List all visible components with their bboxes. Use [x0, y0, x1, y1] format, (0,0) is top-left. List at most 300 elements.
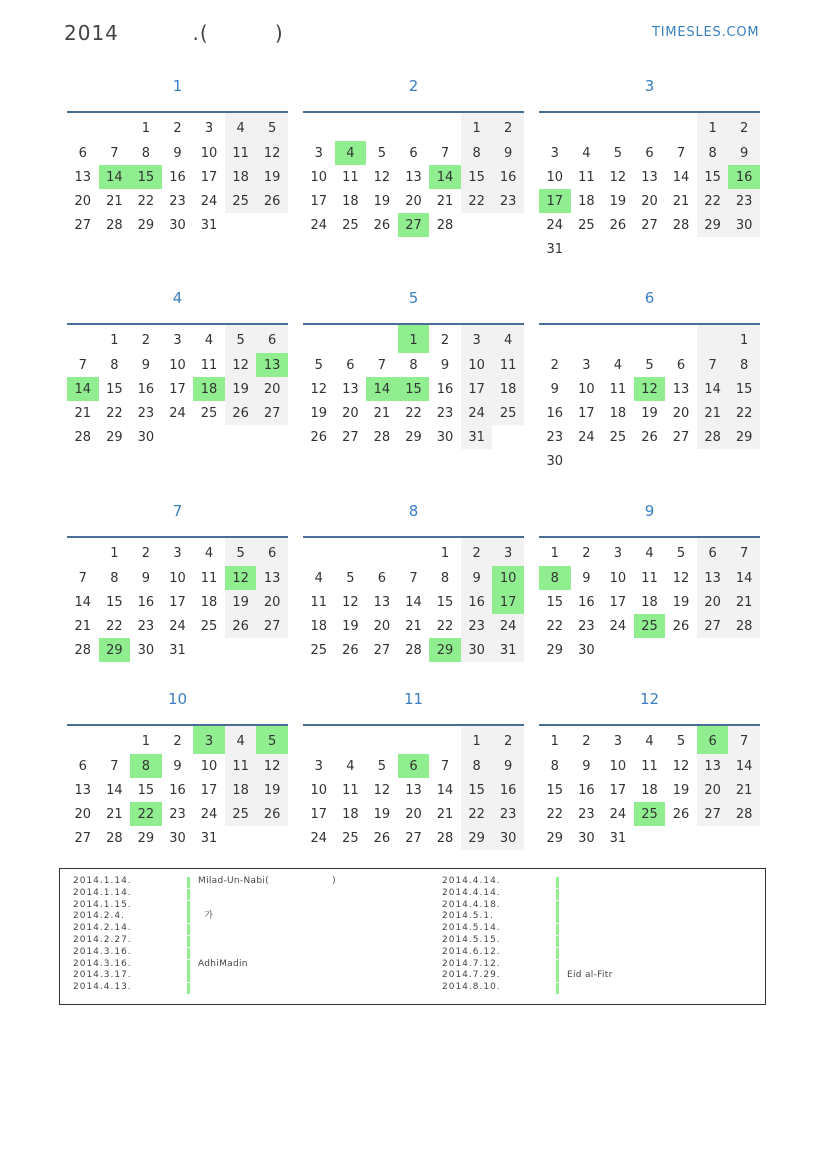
day-cell: 14 [728, 754, 760, 778]
holiday-date: 2014.1.14. [73, 887, 132, 898]
day-cell: 13 [405, 782, 422, 798]
day-cell: 29 [137, 830, 155, 846]
day-cell: 1 [550, 733, 559, 749]
day-cell: 10 [200, 758, 218, 774]
day-cell: 17 [200, 782, 218, 798]
day-cell: 18 [193, 377, 225, 401]
day-cell: 14 [106, 782, 123, 798]
day-cell: 9 [440, 357, 450, 373]
day-cell: 9 [173, 758, 182, 774]
empty-cell [697, 324, 729, 353]
day-cell: 3 [204, 120, 214, 136]
day-cell: 10 [310, 782, 328, 798]
day-cell: 11 [609, 381, 627, 397]
day-cell: 22 [461, 189, 493, 213]
day-cell: 25 [634, 614, 666, 638]
day-cell: 13 [256, 353, 288, 377]
week-row [67, 638, 288, 662]
holiday-marker [556, 948, 559, 959]
empty-cell [571, 324, 603, 353]
day-cell: 20 [74, 193, 92, 209]
day-cell: 20 [342, 405, 359, 421]
day-cell: 10 [169, 357, 186, 373]
day-cell: 20 [405, 193, 422, 209]
day-cell: 7 [78, 570, 87, 586]
week-row [67, 725, 288, 754]
day-cell: 17 [578, 405, 595, 421]
day-cell: 30 [728, 213, 760, 237]
empty-cell [398, 537, 430, 566]
day-cell: 27 [342, 429, 359, 445]
month-calendar [539, 285, 760, 473]
day-cell: 30 [578, 642, 595, 658]
day-cell: 28 [106, 830, 123, 846]
day-cell: 4 [225, 725, 257, 754]
day-cell: 10 [200, 145, 218, 161]
holiday-date: 2014.4.14. [442, 887, 501, 898]
day-cell: 16 [546, 405, 564, 421]
month-days-table [67, 536, 288, 662]
empty-cell [67, 112, 99, 141]
empty-cell [335, 112, 367, 141]
day-cell: 10 [609, 570, 627, 586]
day-cell: 8 [461, 141, 493, 165]
day-cell: 17 [609, 782, 627, 798]
day-cell: 25 [310, 642, 328, 658]
day-cell: 2 [550, 357, 559, 373]
empty-cell [366, 112, 398, 141]
empty-cell [634, 112, 666, 141]
day-cell: 8 [130, 754, 162, 778]
day-cell: 14 [697, 377, 729, 401]
day-cell: 24 [609, 806, 627, 822]
day-cell: 11 [310, 594, 328, 610]
week-row [67, 826, 288, 850]
day-cell: 22 [106, 405, 123, 421]
month-title: 12 [639, 690, 660, 708]
day-cell: 30 [137, 642, 155, 658]
month-days-table [67, 111, 288, 237]
week-row [67, 754, 288, 778]
day-cell: 6 [78, 145, 87, 161]
day-cell: 10 [578, 381, 595, 397]
day-cell: 17 [310, 806, 328, 822]
day-cell: 12 [256, 754, 288, 778]
holiday-date: 2014.3.17. [73, 970, 132, 981]
week-row [303, 213, 524, 237]
week-row [67, 590, 288, 614]
day-cell: 27 [373, 642, 391, 658]
week-row [67, 165, 288, 189]
week-row [67, 614, 288, 638]
month-calendar [67, 285, 288, 449]
holiday-date: 2014.2.27. [73, 934, 132, 945]
day-cell: 19 [373, 806, 391, 822]
day-cell: 10 [310, 169, 328, 185]
week-row [303, 112, 524, 141]
day-cell: 18 [225, 165, 257, 189]
day-cell: 20 [256, 377, 288, 401]
week-row [539, 590, 760, 614]
week-row [539, 449, 760, 473]
day-cell: 31 [461, 425, 493, 449]
week-row [67, 425, 288, 449]
day-cell: 4 [582, 145, 591, 161]
empty-cell [225, 425, 257, 449]
day-cell: 26 [225, 401, 257, 425]
week-row [539, 353, 760, 377]
holiday-marker [187, 983, 190, 994]
week-row [539, 826, 760, 850]
day-cell: 24 [546, 217, 564, 233]
week-row [539, 112, 760, 141]
day-cell: 24 [169, 405, 186, 421]
day-cell: 18 [492, 377, 524, 401]
day-cell: 10 [546, 169, 564, 185]
holiday-marker [556, 971, 559, 982]
holiday-marker [187, 936, 190, 947]
day-cell: 22 [728, 401, 760, 425]
day-cell: 23 [492, 189, 524, 213]
week-row [303, 566, 524, 590]
empty-cell [665, 237, 697, 261]
day-cell: 5 [314, 357, 323, 373]
day-cell: 26 [373, 830, 391, 846]
day-cell: 17 [539, 189, 571, 213]
day-cell: 9 [141, 357, 151, 373]
holiday-marker [187, 877, 190, 888]
day-cell: 28 [436, 217, 454, 233]
empty-cell [697, 449, 729, 473]
day-cell: 15 [137, 782, 155, 798]
holiday-date: 2014.1.15. [73, 899, 132, 910]
empty-cell [634, 324, 666, 353]
holiday-marker [187, 971, 190, 982]
day-cell: 23 [137, 405, 155, 421]
day-cell: 23 [137, 618, 155, 634]
week-row [303, 324, 524, 353]
week-row [539, 614, 760, 638]
day-cell: 17 [200, 169, 218, 185]
week-row [67, 401, 288, 425]
month-days-table [303, 111, 524, 237]
day-cell: 1 [110, 545, 119, 561]
month-calendar [539, 498, 760, 662]
day-cell: 16 [169, 169, 186, 185]
empty-cell [225, 638, 257, 662]
day-cell: 25 [492, 401, 524, 425]
day-cell: 23 [546, 429, 564, 445]
week-row [303, 401, 524, 425]
day-cell: 8 [440, 570, 450, 586]
day-cell: 3 [193, 725, 225, 754]
day-cell: 20 [74, 806, 92, 822]
holiday-marker [556, 936, 559, 947]
week-row [67, 324, 288, 353]
empty-cell [602, 237, 634, 261]
day-cell: 14 [436, 782, 454, 798]
day-cell: 6 [645, 145, 654, 161]
holiday-marker [556, 960, 559, 971]
day-cell: 2 [492, 112, 524, 141]
day-cell: 7 [728, 725, 760, 754]
day-cell: 14 [74, 594, 92, 610]
day-cell: 3 [314, 758, 323, 774]
day-cell: 2 [440, 332, 450, 348]
week-row [303, 590, 524, 614]
day-cell: 3 [613, 545, 623, 561]
day-cell: 2 [492, 725, 524, 754]
empty-cell [398, 112, 430, 141]
holiday-marker [556, 901, 559, 912]
day-cell: 25 [225, 802, 257, 826]
empty-cell [256, 638, 288, 662]
day-cell: 16 [137, 381, 155, 397]
day-cell: 21 [74, 618, 92, 634]
day-cell: 23 [492, 802, 524, 826]
empty-cell [634, 449, 666, 473]
day-cell: 5 [676, 733, 686, 749]
day-cell: 21 [672, 193, 690, 209]
day-cell: 18 [310, 618, 328, 634]
day-cell: 8 [550, 758, 559, 774]
week-row [303, 141, 524, 165]
day-cell: 21 [436, 806, 454, 822]
day-cell: 30 [546, 453, 564, 469]
day-cell: 6 [256, 537, 288, 566]
day-cell: 4 [645, 545, 654, 561]
week-row [539, 725, 760, 754]
day-cell: 7 [440, 145, 450, 161]
day-cell: 8 [110, 357, 119, 373]
day-cell: 15 [546, 782, 564, 798]
empty-cell [99, 725, 131, 754]
day-cell: 22 [546, 618, 564, 634]
month-calendar [67, 686, 288, 850]
empty-cell [303, 537, 335, 566]
day-cell: 20 [697, 590, 729, 614]
day-cell: 23 [728, 189, 760, 213]
month-calendar [303, 498, 524, 662]
day-cell: 17 [310, 193, 328, 209]
day-cell: 18 [641, 782, 658, 798]
week-row [67, 377, 288, 401]
day-cell: 20 [256, 590, 288, 614]
holiday-date: 2014.8.10. [442, 982, 501, 993]
week-row [67, 213, 288, 237]
empty-cell [571, 112, 603, 141]
day-cell: 12 [225, 566, 257, 590]
day-cell: 27 [672, 429, 690, 445]
day-cell: 8 [697, 141, 729, 165]
day-cell: 6 [78, 758, 87, 774]
day-cell: 29 [697, 213, 729, 237]
empty-cell [571, 237, 603, 261]
day-cell: 8 [461, 754, 493, 778]
site-brand: TIMESLES.COM [652, 25, 760, 40]
empty-cell [193, 425, 225, 449]
holiday-marker [187, 912, 190, 923]
day-cell: 19 [672, 782, 690, 798]
day-cell: 6 [256, 324, 288, 353]
week-row [303, 754, 524, 778]
day-cell: 12 [373, 782, 391, 798]
day-cell: 31 [609, 830, 627, 846]
day-cell: 11 [225, 141, 257, 165]
month-title: 5 [408, 289, 419, 307]
day-cell: 28 [728, 802, 760, 826]
day-cell: 2 [173, 120, 182, 136]
day-cell: 15 [398, 377, 430, 401]
empty-cell [492, 213, 524, 237]
day-cell: 3 [492, 537, 524, 566]
empty-cell [665, 324, 697, 353]
day-cell: 27 [405, 830, 422, 846]
week-row [303, 725, 524, 754]
holiday-date: 2014.7.29. [442, 970, 501, 981]
holiday-marker [187, 948, 190, 959]
day-cell: 19 [373, 193, 391, 209]
day-cell: 8 [539, 566, 571, 590]
month-title: 2 [408, 77, 419, 95]
day-cell: 4 [645, 733, 654, 749]
day-cell: 15 [106, 381, 123, 397]
day-cell: 1 [697, 112, 729, 141]
empty-cell [602, 449, 634, 473]
day-cell: 16 [436, 381, 454, 397]
day-cell: 31 [169, 642, 186, 658]
holiday-date: 2014.5.15. [442, 934, 501, 945]
month-days-table [67, 323, 288, 449]
day-cell: 2 [141, 332, 151, 348]
week-row [303, 638, 524, 662]
week-row [67, 353, 288, 377]
month-days-table [539, 724, 760, 850]
day-cell: 28 [405, 642, 422, 658]
month-title: 8 [408, 502, 419, 520]
day-cell: 30 [492, 826, 524, 850]
day-cell: 11 [200, 357, 218, 373]
day-cell: 14 [99, 165, 131, 189]
month-title: 3 [644, 77, 655, 95]
day-cell: 31 [200, 217, 218, 233]
week-row [539, 141, 760, 165]
day-cell: 27 [697, 614, 729, 638]
day-cell: 2 [582, 545, 591, 561]
empty-cell [303, 725, 335, 754]
day-cell: 16 [169, 782, 186, 798]
empty-cell [256, 213, 288, 237]
day-cell: 2 [461, 537, 493, 566]
day-cell: 10 [609, 758, 627, 774]
day-cell: 19 [672, 594, 690, 610]
empty-cell [335, 537, 367, 566]
day-cell: 19 [641, 405, 658, 421]
day-cell: 12 [225, 353, 257, 377]
month-calendar [67, 73, 288, 237]
day-cell: 7 [697, 353, 729, 377]
empty-cell [99, 112, 131, 141]
day-cell: 16 [137, 594, 155, 610]
empty-cell [602, 112, 634, 141]
day-cell: 5 [613, 145, 623, 161]
day-cell: 12 [672, 758, 690, 774]
holiday-marker [556, 983, 559, 994]
day-cell: 1 [728, 324, 760, 353]
empty-cell [366, 537, 398, 566]
day-cell: 17 [169, 381, 186, 397]
day-cell: 6 [409, 145, 418, 161]
day-cell: 23 [578, 618, 595, 634]
day-cell: 9 [582, 570, 591, 586]
day-cell: 31 [546, 241, 564, 257]
week-row [539, 537, 760, 566]
day-cell: 14 [405, 594, 422, 610]
day-cell: 19 [225, 590, 257, 614]
day-cell: 13 [697, 754, 729, 778]
day-cell: 4 [492, 324, 524, 353]
day-cell: 23 [436, 405, 454, 421]
day-cell: 5 [645, 357, 654, 373]
day-cell: 28 [672, 217, 690, 233]
day-cell: 12 [672, 570, 690, 586]
day-cell: 5 [377, 145, 387, 161]
empty-cell [398, 725, 430, 754]
empty-cell [697, 826, 729, 850]
holiday-marker [187, 901, 190, 912]
empty-cell [335, 725, 367, 754]
week-row [539, 189, 760, 213]
day-cell: 25 [342, 830, 359, 846]
day-cell: 14 [672, 169, 690, 185]
day-cell: 24 [200, 806, 218, 822]
day-cell: 24 [461, 401, 493, 425]
day-cell: 4 [314, 570, 323, 586]
day-cell: 22 [461, 802, 493, 826]
day-cell: 19 [342, 618, 359, 634]
day-cell: 31 [492, 638, 524, 662]
day-cell: 28 [373, 429, 391, 445]
holiday-date: 2014.2.14. [73, 923, 132, 934]
day-cell: 21 [373, 405, 391, 421]
day-cell: 5 [676, 545, 686, 561]
day-cell: 26 [310, 429, 328, 445]
day-cell: 21 [74, 405, 92, 421]
empty-cell [665, 449, 697, 473]
month-days-table [303, 536, 524, 662]
holiday-date: 2014.3.16. [73, 958, 132, 969]
week-row [539, 638, 760, 662]
day-cell: 13 [672, 381, 690, 397]
empty-cell [429, 725, 461, 754]
day-cell: 18 [641, 594, 658, 610]
day-cell: 26 [256, 189, 288, 213]
day-cell: 5 [377, 758, 387, 774]
holiday-marker [187, 889, 190, 900]
month-calendar [303, 285, 524, 449]
day-cell: 21 [106, 193, 123, 209]
day-cell: 26 [672, 806, 690, 822]
month-days-table [303, 724, 524, 850]
day-cell: 27 [697, 802, 729, 826]
day-cell: 13 [256, 566, 288, 590]
day-cell: 27 [256, 614, 288, 638]
day-cell: 29 [728, 425, 760, 449]
holiday-name: Eid al-Fitr [567, 970, 613, 981]
month-title: 11 [403, 690, 424, 708]
day-cell: 17 [169, 594, 186, 610]
holiday-marker [556, 924, 559, 935]
